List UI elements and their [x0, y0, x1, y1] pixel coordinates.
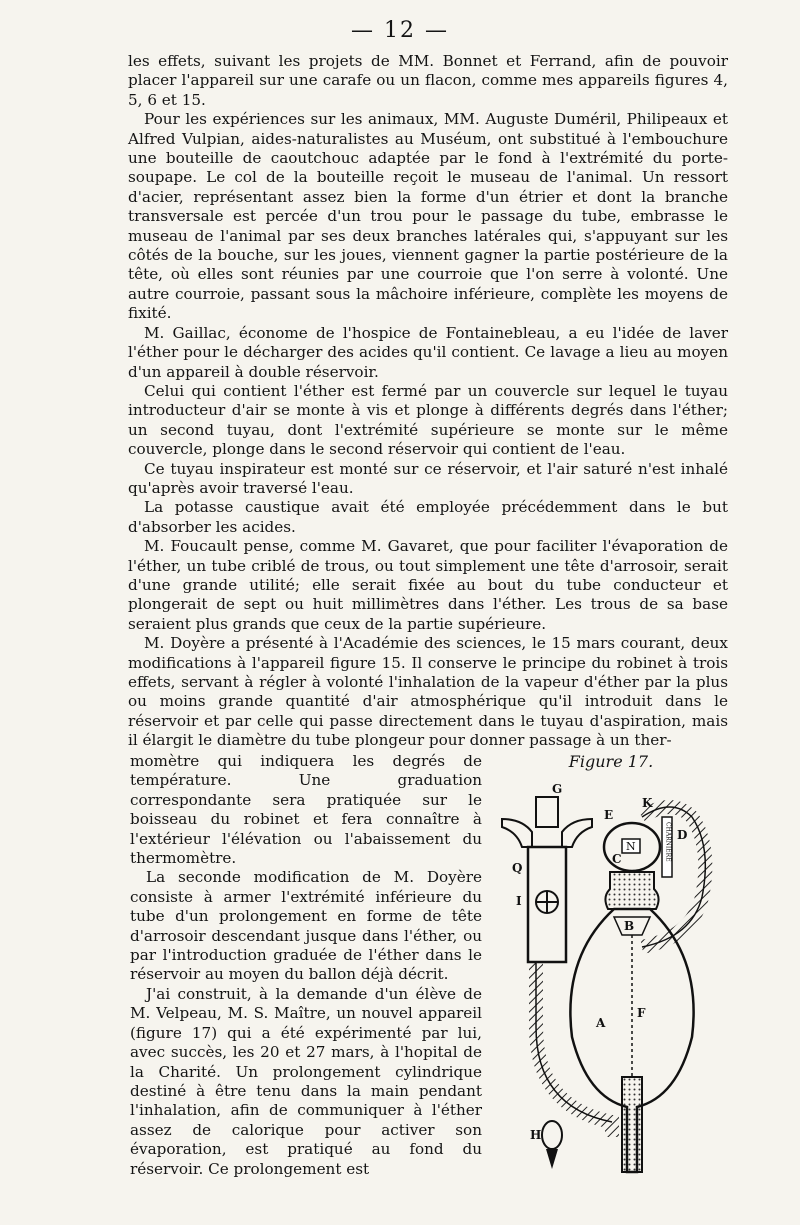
- label-H: H: [530, 1128, 542, 1143]
- label-C: C: [612, 852, 622, 867]
- label-D: D: [677, 828, 688, 843]
- text-with-figure: [130, 752, 730, 1182]
- cylindrical-extension: [622, 1077, 642, 1172]
- label-I: I: [516, 894, 522, 909]
- left-rubber-hose: [536, 962, 612, 1137]
- paragraph: M. Doyère a présenté à l'Académie des sciences, le 15 mars courant, deux modifications à l'appareil figure 15. Il conserve le principe du robinet à trois effets, servant à régler à volonté l'inhalation de la vapeur d'éther par la plus ou moins grande quantité d'air atmosphérique qu'il introduit dans le réservoir et par celle qui passe directement dans le tuyau d'aspiration, mais il élargit le diamètre du tube plongeur pour donner passage à un ther-: [128, 634, 728, 750]
- mouthpiece-neck: [536, 797, 558, 827]
- flask-neck: [605, 872, 658, 909]
- part-h-tip: [546, 1149, 558, 1169]
- apparatus-illustration: [492, 777, 730, 1177]
- paragraph: Ce tuyau inspirateur est monté sur ce réservoir, et l'air saturé n'est inhalé qu'après avoir traversé l'eau.: [128, 459, 728, 497]
- label-B: B: [624, 919, 635, 934]
- label-K: K: [642, 796, 653, 811]
- label-E: E: [604, 808, 614, 823]
- page-number: — 12 —: [351, 18, 449, 43]
- paragraph: M. Foucault pense, comme M. Gavaret, que pour faciliter l'évaporation de l'éther, un tube criblé de trous, ou tout simplement une tête d'arrosoir, serait d'une grande utilité; elle serait fixée au bout du tube conducteur et plongerait de sept ou huit millimètres dans l'éther. Les trous de sa base seraient plus grands que ceux de la partie supérieure.: [128, 537, 728, 633]
- figure-caption: Figure 17.: [568, 752, 654, 771]
- paragraph: Celui qui contient l'éther est fermé par un couvercle sur lequel le tuyau introducteur d'air se monte à vis et plonge à différents degrés dans l'éther; un second tuyau, dont l'extrémité supérieure se monte sur le même couvercle, plonge dans le second réservoir qui contient de l'eau.: [128, 381, 728, 459]
- paragraph: les effets, suivant les projets de MM. Bonnet et Ferrand, afin de pouvoir placer l'appareil sur une carafe ou un flacon, comme mes appareils figures 4, 5, 6 et 15.: [128, 52, 728, 109]
- paragraph: J'ai construit, à la demande d'un élève de M. Velpeau, M. S. Maître, un nouvel appareil (figure 17) qui a été expérimenté par lui, avec succès, les 20 et 27 mars, à l'hopital de la Charité. Un prolongement cylindrique destiné à être tenu dans la main pendant l'inhalation, afin de communiquer à l'éther assez de calorique pour activer son évaporation, est pratiqué au fond du réservoir. Ce prolongement est: [130, 984, 482, 1178]
- label-G: G: [552, 782, 563, 797]
- figure-17: [492, 752, 730, 1182]
- label-A: A: [596, 1016, 606, 1031]
- label-F: F: [637, 1006, 646, 1021]
- label-Q: Q: [512, 861, 523, 876]
- paragraph: La seconde modification de M. Doyère consiste à armer l'extrémité inférieure du tube d'un prolongement en forme de tête d'arrosoir descendant jusque dans l'éther, ou par l'introduction graduée de l'éther dans le réservoir au moyen du ballon déjà décrit.: [130, 868, 482, 984]
- funnel-mouthpiece: [502, 819, 592, 847]
- paragraph: Pour les expériences sur les animaux, MM. Auguste Duméril, Philipeaux et Alfred Vulpian, aides-naturalistes au Muséum, ont substitué à l'embouchure une bouteille de caoutchouc adaptée par le fond à l'extrémité du porte-soupape. Le col de la bouteille reçoit le museau de l'animal. Un ressort d'acier, représentant assez bien la forme d'un étrier et dont la branche transversale est percée d'un trou pour le passage du tube, embrasse le museau de l'animal par ses deux branches latérales qui, s'appuyant sur les côtés de la bouche, sur les joues, viennent gagner la partie postérieure de la tête, où elles sont réunies par une courroie que l'on serre à volonté. Une autre courroie, passant sous la mâchoire inférieure, complète les moyens de fixité.: [128, 110, 728, 323]
- part-h: [542, 1121, 562, 1149]
- label-N: N: [626, 840, 636, 854]
- hinge-text: CHARNIÈRE: [664, 822, 672, 862]
- main-text-column: [128, 52, 728, 751]
- paragraph: La potasse caustique avait été employée précédemment dans le but d'absorber les acides.: [128, 498, 728, 536]
- paragraph: momètre qui indiquera les degrés de température. Une graduation correspondante sera pratiquée sur le boisseau du robinet et fera connaître à l'extérieur l'élévation ou l'abaissement du thermomètre.: [130, 752, 482, 868]
- paragraph: M. Gaillac, économe de l'hospice de Fontainebleau, a eu l'idée de laver l'éther pour le décharger des acides qu'il contient. Ce lavage a lieu au moyen d'un appareil à double réservoir.: [128, 323, 728, 381]
